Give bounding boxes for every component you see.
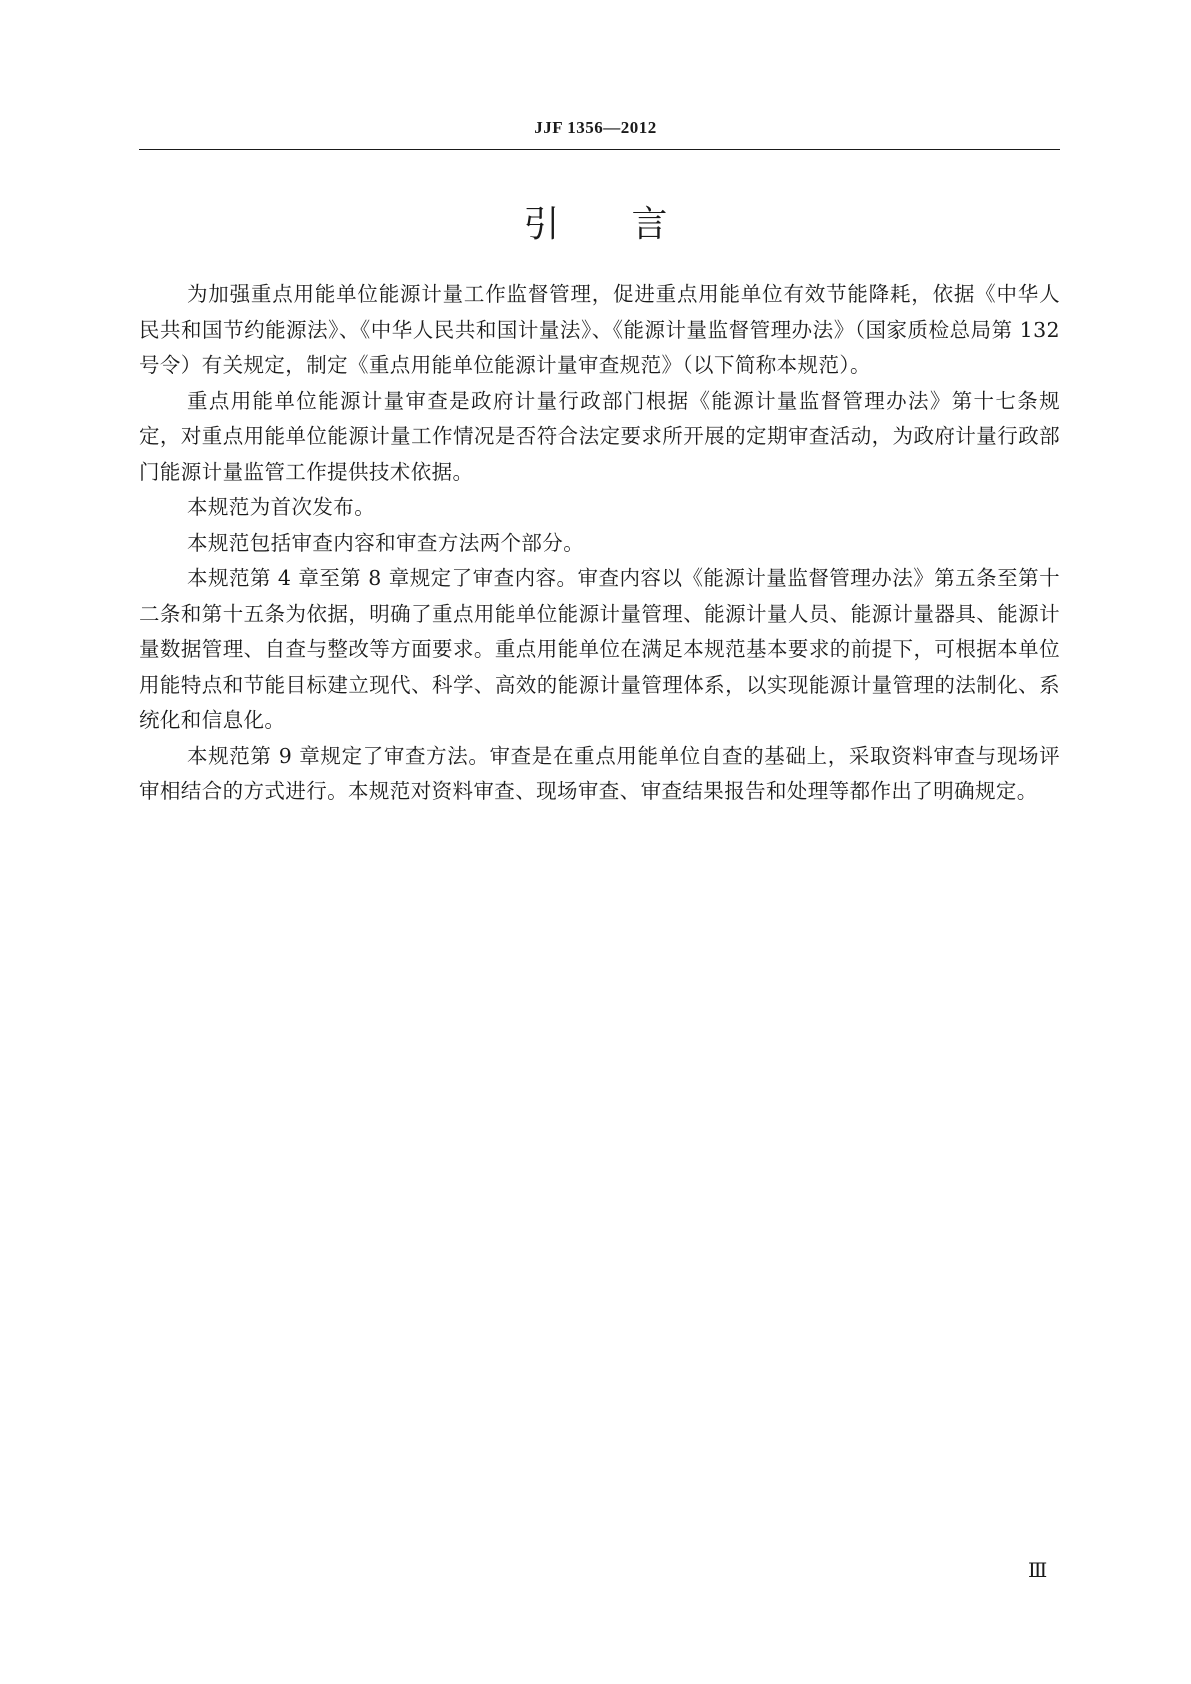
title-char-2: 言 [631, 204, 668, 245]
introduction-body [139, 277, 1060, 810]
paragraph: 本规范包括审查内容和审查方法两个部分。 [187, 530, 585, 555]
standard-code-header: JJF 1356—2012 [534, 118, 657, 137]
paragraph: 为加强重点用能单位能源计量工作监督管理，促进重点用能单位有效节能降耗，依据《中华人民共和国节约能源法》、《中华人民共和国计量法》、《能源计量监督管理办法》（国家质检总局第 132 号令）有关规定，制定《重点用能单位能源计量审查规范》（以下简称本规范）。 [139, 282, 1060, 377]
title-char-1: 引 [523, 204, 560, 245]
page-title [0, 196, 1191, 247]
page-number: Ⅲ [1028, 1560, 1048, 1582]
paragraph: 本规范为首次发布。 [187, 495, 376, 519]
paragraph: 本规范第 9 章规定了审查方法。审查是在重点用能单位自查的基础上，采取资料审查与现场评审相结合的方式进行。本规范对资料审查、现场审查、审查结果报告和处理等都作出了明确规定。 [139, 743, 1060, 803]
header-divider [139, 149, 1060, 150]
paragraph: 重点用能单位能源计量审查是政府计量行政部门根据《能源计量监督管理办法》第十七条规定，对重点用能单位能源计量工作情况是否符合法定要求所开展的定期审查活动，为政府计量行政部门能源计量监管工作提供技术依据。 [139, 388, 1060, 484]
paragraph: 本规范第 4 章至第 8 章规定了审查内容。审查内容以《能源计量监督管理办法》第五条至第十二条和第十五条为依据，明确了重点用能单位能源计量管理、能源计量人员、能源计量器具、能源计量数据管理、自查与整改等方面要求。重点用能单位在满足本规范基本要求的前提下，可根据本单位用能特点和节能目标建立现代、科学、高效的能源计量管理体系，以实现能源计量管理的法制化、系统化和信息化。 [139, 566, 1060, 732]
